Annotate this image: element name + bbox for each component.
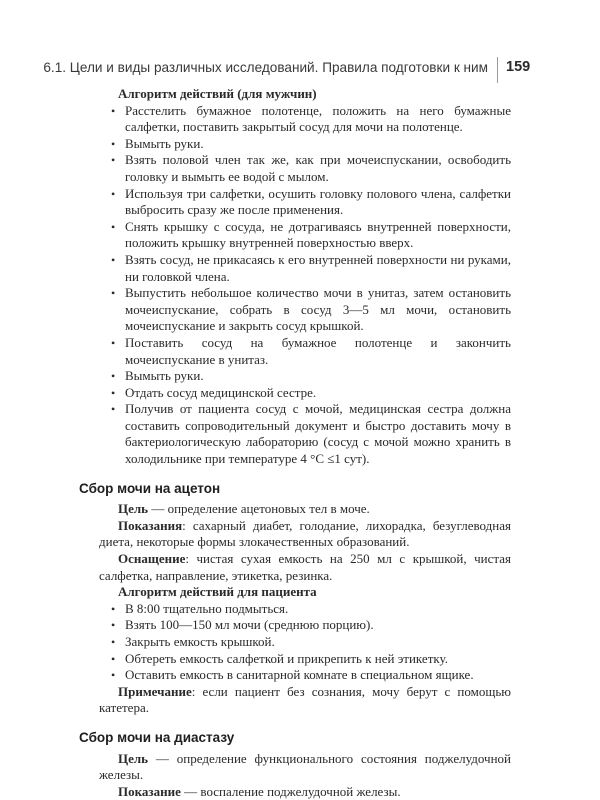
list-item	[99, 152, 511, 185]
list-item	[99, 285, 511, 335]
running-head	[0, 57, 600, 83]
list-item-text: Вымыть руки.	[125, 368, 204, 384]
list-item-text: Расстелить бумажное полотенце, положить на него бумажные салфетки, поставить закрытый сосуд для мочи на полотенце.	[125, 102, 511, 135]
list-item-text: Закрыть емкость крышкой.	[125, 634, 275, 649]
diastase-goal	[99, 751, 511, 784]
acetone-algorithm-list	[99, 601, 511, 684]
acetone-equipment-label: Оснащение	[118, 551, 186, 567]
acetone-equipment-text: : чистая сухая емкость на 250 мл с крышкой, чистая салфетка, направление, этикетка, резинка.	[99, 551, 511, 583]
list-item-text: Выпустить небольшое количество мочи в унитаз, затем остановить мочеиспускание, собрать в сосуд 3—5 мл мочи, остановить мочеиспускание и закрыть сосуд крышкой.	[125, 285, 511, 334]
diastase-indication-label: Показание	[118, 783, 181, 799]
list-item-text: Взять 100—150 мл мочи (среднюю порцию).	[125, 617, 374, 633]
men-algorithm-heading: Алгоритм действий (для мужчин)	[118, 86, 317, 101]
diastase-goal-label: Цель	[118, 750, 149, 766]
list-item	[99, 601, 511, 618]
list-item	[99, 252, 511, 285]
list-item	[99, 634, 511, 651]
acetone-note-label: Примечание	[118, 683, 192, 699]
bullet-icon: •	[111, 136, 116, 151]
acetone-goal	[99, 501, 511, 518]
bullet-icon: •	[111, 252, 116, 267]
bullet-icon: •	[111, 601, 116, 616]
acetone-equipment	[99, 551, 511, 584]
list-item	[99, 617, 511, 634]
list-item	[99, 335, 511, 368]
list-item	[99, 219, 511, 252]
acetone-goal-text: — определение ацетоновых тел в моче.	[148, 501, 370, 517]
list-item-text: Вымыть руки.	[125, 135, 204, 151]
list-item	[99, 401, 511, 467]
acetone-section-heading: Сбор мочи на ацетон	[79, 480, 221, 496]
list-item-text: Используя три салфетки, осушить головку полового члена, салфетки выбросить сразу же после применения.	[125, 185, 511, 218]
list-item	[99, 385, 511, 402]
acetone-indications-text: : сахарный диабет, голодание, лихорадка, безуглеводная диета, некоторые формы злокачественных образований.	[99, 517, 511, 550]
acetone-algorithm-heading: Алгоритм действий для пациента	[118, 584, 317, 600]
diastase-section-heading: Сбор мочи на диастазу	[79, 729, 235, 745]
bullet-icon: •	[111, 335, 116, 350]
list-item-text: Взять половой член так же, как при мочеиспускании, освободить головку и вымыть ее водой с мылом.	[125, 152, 511, 184]
list-item	[99, 103, 511, 136]
list-item-text: Поставить сосуд на бумажное полотенце и закончить мочеиспускание в унитаз.	[125, 334, 511, 367]
page-number: 159	[506, 59, 531, 75]
list-item-text: В 8:00 тщательно подмыться.	[125, 600, 289, 616]
bullet-icon: •	[111, 286, 116, 301]
diastase-indication	[99, 784, 511, 800]
list-item	[99, 136, 511, 153]
men-algorithm-list	[99, 103, 511, 468]
bullet-icon: •	[111, 385, 116, 400]
bullet-icon: •	[111, 402, 116, 417]
page-body	[79, 86, 511, 800]
bullet-icon: •	[111, 668, 116, 683]
acetone-indications	[99, 518, 511, 551]
bullet-icon: •	[111, 103, 116, 118]
bullet-icon: •	[111, 369, 116, 384]
running-head-divider	[497, 57, 498, 83]
list-item-text: Отдать сосуд медицинской сестре.	[125, 384, 317, 400]
bullet-icon: •	[111, 219, 116, 234]
running-head-title: 6.1. Цели и виды различных исследований. Правила подготовки к ним	[43, 60, 488, 75]
bullet-icon: •	[111, 153, 116, 168]
bullet-icon: •	[111, 186, 116, 201]
bullet-icon: •	[111, 635, 116, 649]
diastase-goal-text: — определение функционального состояния поджелудочной железы.	[99, 750, 511, 783]
list-item-text: Снять крышку с сосуда, не дотрагиваясь внутренней поверхности, положить крышку внутренней поверхностью вверх.	[125, 218, 511, 251]
list-item-text: Получив от пациента сосуд с мочой, медицинская сестра должна составить сопроводительный документ и быстро доставить мочу в бактериологическую лабораторию (сосуд с мочой можно хранить в холодильнике при температуре 4 °С ≤1 сут).	[125, 401, 511, 467]
list-item	[99, 186, 511, 219]
list-item	[99, 368, 511, 385]
bullet-icon: •	[111, 618, 116, 633]
acetone-note-text: : если пациент без сознания, мочу берут с помощью катетера.	[99, 683, 511, 716]
acetone-goal-label: Цель	[118, 501, 149, 517]
list-item-text: Оставить емкость в санитарной комнате в специальном ящике.	[125, 667, 474, 683]
acetone-note	[99, 684, 511, 717]
diastase-indication-text: — воспаление поджелудочной железы.	[180, 783, 401, 799]
list-item-text: Взять сосуд, не прикасаясь к его внутренней поверхности ни руками, ни головкой члена.	[125, 251, 511, 284]
list-item	[99, 667, 511, 684]
list-item	[99, 651, 511, 668]
acetone-indications-label: Показания	[118, 517, 183, 533]
list-item-text: Обтереть емкость салфеткой и прикрепить к ней этикетку.	[125, 650, 448, 666]
bullet-icon: •	[111, 651, 116, 666]
